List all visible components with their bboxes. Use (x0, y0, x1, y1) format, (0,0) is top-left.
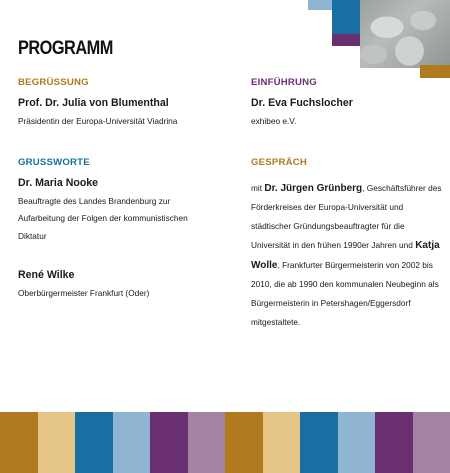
stripe-gold (225, 412, 263, 473)
header-photo (360, 0, 450, 68)
stripe-lightblue (113, 412, 151, 473)
greeting-speaker-desc: Präsidentin der Europa-Universität Viadrina (18, 116, 178, 126)
grusswort-speaker2-name: René Wilke (18, 269, 75, 281)
stripe-purple (150, 412, 188, 473)
stripe-sand (38, 412, 76, 473)
page-title: PROGRAMM (18, 38, 113, 59)
section-heading-greeting: BEGRÜSSUNG (18, 77, 89, 88)
talk-person1-desc: , Geschäftsführer des Förderkreises der Europa-Universität und städtischer Gründungsbeauftragter für die Universität in den frühen 1990er Jahren und (251, 182, 442, 250)
stripe-mauve (188, 412, 226, 473)
header-block-lightblue (308, 0, 332, 10)
talk-prefix: mit (251, 182, 265, 193)
section-heading-grussworte: GRUSSWORTE (18, 156, 90, 168)
grusswort-speaker1-name: Dr. Maria Nooke (18, 176, 99, 189)
talk-person2-desc: , Frankfurter Bürgermeisterin von 2002 bis 2010, die ab 1990 den kommunalen Neubeginn als Bürgermeisterin in Petershagen/Eggersdorf mitgestaltete. (251, 259, 439, 328)
left-column (18, 77, 223, 303)
stripe-blue (75, 412, 113, 473)
stripe-mauve (413, 412, 450, 473)
greeting-speaker-name: Prof. Dr. Julia von Blumenthal (18, 97, 169, 109)
talk-person1-name: Dr. Jürgen Grünberg (264, 182, 363, 194)
stripe-purple (375, 412, 413, 473)
stripe-gold (0, 412, 38, 473)
section-heading-intro: EINFÜHRUNG (251, 77, 317, 88)
grusswort-speaker2-desc: Oberbürgermeister Frankfurt (Oder) (18, 288, 150, 298)
stripe-sand (263, 412, 301, 473)
stripe-lightblue (338, 412, 376, 473)
footer-stripes (0, 412, 450, 473)
grusswort-speaker1-desc: Beauftragte des Landes Brandenburg zur Aufarbeitung der Folgen der kommunistischen Diktatur (18, 195, 188, 241)
stripe-blue (300, 412, 338, 473)
intro-speaker-name: Dr. Eva Fuchslocher (251, 97, 353, 109)
talk-person2-name: Katja Wolle (251, 239, 440, 271)
header-block-purple (332, 34, 360, 46)
header-block-blue (332, 0, 360, 34)
right-column (251, 77, 443, 332)
talk-description (251, 179, 443, 332)
section-heading-talk: GESPRÄCH (251, 156, 307, 168)
intro-speaker-desc: exhibeo e.V. (251, 116, 297, 126)
